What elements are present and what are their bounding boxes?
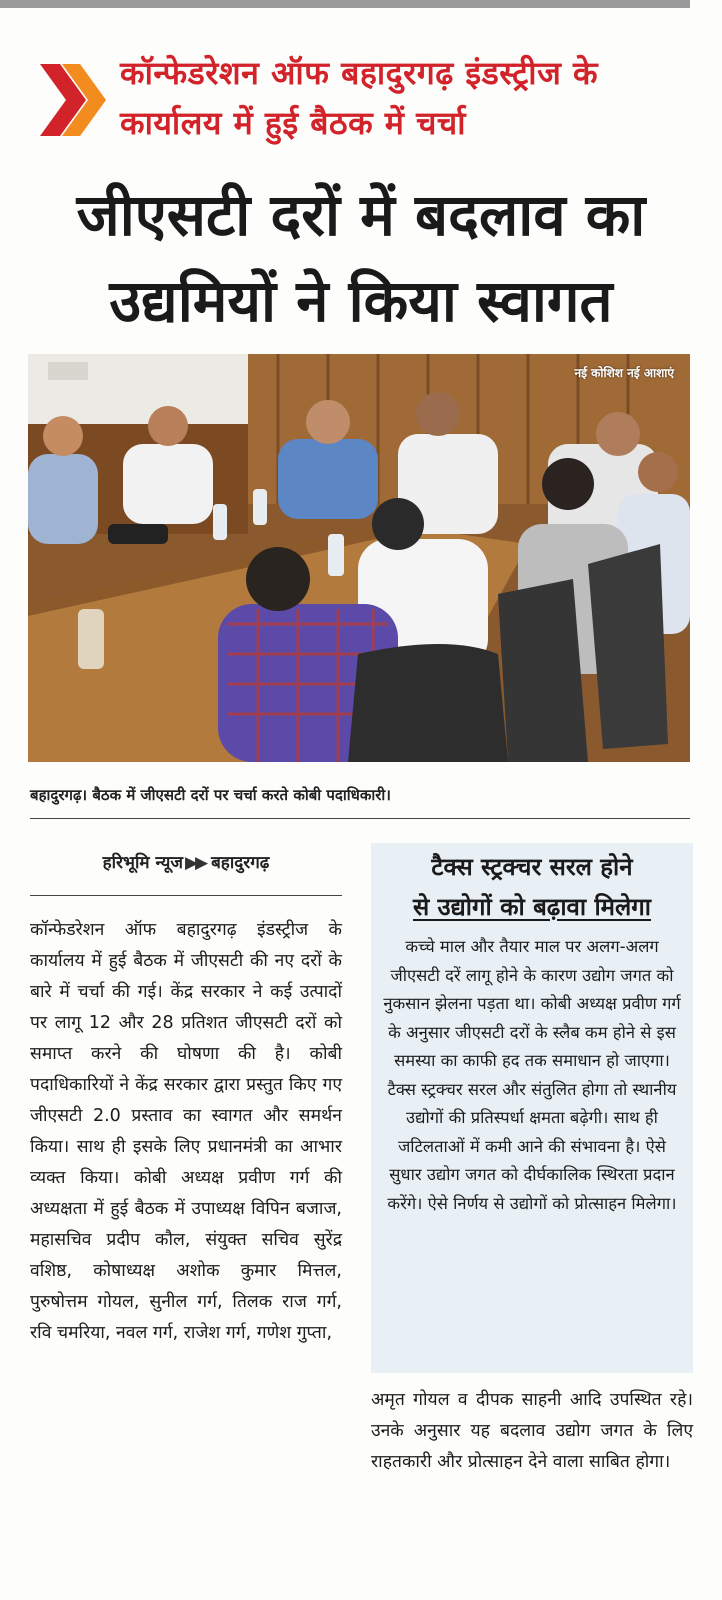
article-body-right: अमृत गोयल व दीपक साहनी आदि उपस्थित रहे। उनके अनुसार यह बदलाव उद्योग जगत के लिए राहतकारी और प्रोत्साहन देने वाला साबित होगा। [371, 1390, 694, 1472]
sidebar-box [371, 843, 693, 1373]
meeting-photo [28, 354, 690, 762]
article-body-left: कॉन्फेडरेशन ऑफ बहादुरगढ़ इंडस्ट्रीज के कार्यालय में हुई बैठक में जीएसटी की नए दरों के बारे में चर्चा की गई। केंद्र सरकार ने कई उत्पादों पर लागू 12 और 28 प्रतिशत जीएसटी दरों को समाप्त करने की घोषणा की है। कोबी पदाधिकारियों ने केंद्र सरकार द्वारा प्रस्तुत किए गए जीएसटी 2.0 प्रस्ताव का स्वागत और समर्थन किया। साथ ही इसके लिए प्रधानमंत्री का आभार व्यक्त किया। कोबी अध्यक्ष प्रवीण गर्ग की अध्यक्षता में हुई बैठक में उपाध्यक्ष विपिन बजाज, महासचिव प्रदीप कौल, संयुक्त सचिव सुरेंद्र वशिष्ठ, कोषाध्यक्ष अशोक कुमार मित्तल, पुरुषोत्तम गोयल, सुनील गर्ग, तिलक राज गर्ग, रवि चमरिया, नवल गर्ग, राजेश गर्ग, गणेश गुप्ता, [30, 920, 342, 1343]
caption-divider [30, 818, 690, 819]
byline-place: बहादुरगढ़ [211, 853, 270, 873]
byline-source: हरिभूमि न्यूज [102, 853, 183, 873]
kicker-block [36, 44, 696, 154]
sidebar-body: कच्चे माल और तैयार माल पर अलग-अलग जीएसटी दरें लागू होने के कारण उद्योग जगत को नुकसान झेलना पड़ता था। कोबी अध्यक्ष प्रवीण गर्ग के अनुसार जीएसटी दरों के स्लैब कम होने से इस समस्या का काफी हद तक समाधान हो जाएगा। टैक्स स्ट्रक्चर सरल और संतुलित होगा तो स्थानीय उद्योगों की प्रतिस्पर्धा क्षमता बढ़ेगी। साथ ही जटिलताओं में कमी आने की संभावना है। ऐसे सुधार उद्योग जगत को दीर्घकालिक स्थिरता प्रदान करेंगे। ऐसे निर्णय से उद्योगों को प्रोत्साहन मिलेगा। [383, 937, 681, 1213]
sidebar-title-line2: से उद्योगों को बढ़ावा मिलेगा [412, 893, 652, 921]
top-scroll-bar [0, 0, 690, 8]
meeting-photo-drawing [28, 354, 690, 762]
headline: जीएसटी दरों में बदलाव का उद्यमियों ने किया स्वागत [76, 181, 646, 335]
byline-rule [30, 895, 342, 896]
photo-watermark: नई कोशिश नई आशाएं [574, 366, 674, 380]
kicker-text: कॉन्फेडरेशन ऑफ बहादुरगढ़ इंडस्ट्रीज के कार्यालय में हुई बैठक में चर्चा [120, 54, 599, 142]
sidebar-title [371, 843, 693, 927]
photo-caption: बहादुरगढ़। बैठक में जीएसटी दरों पर चर्चा करते कोबी पदाधिकारी। [30, 786, 391, 804]
byline-arrows-icon: ▶▶ [184, 853, 206, 873]
double-chevron-icon [36, 50, 110, 150]
sidebar-title-line1: टैक्स स्ट्रक्चर सरल होने [431, 853, 633, 881]
byline [30, 850, 342, 873]
